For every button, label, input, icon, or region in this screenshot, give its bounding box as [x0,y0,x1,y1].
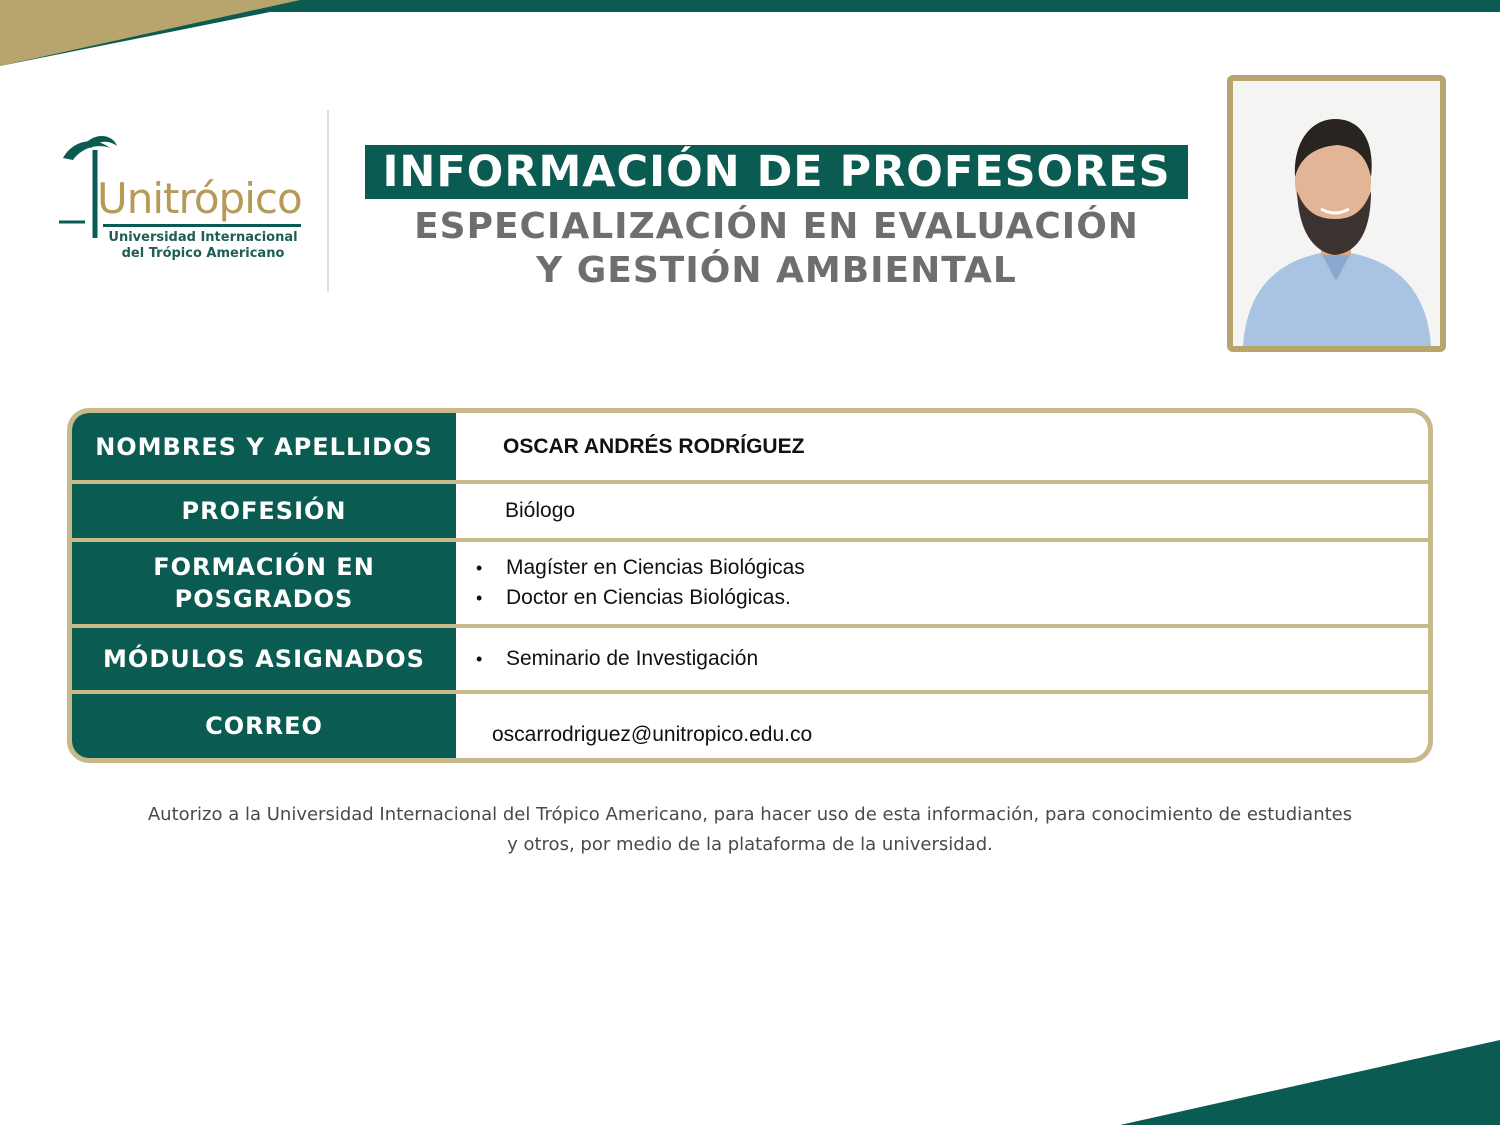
modules-list [456,628,1428,690]
email-label: CORREO [72,694,456,763]
bullet-icon: • [476,649,483,669]
postgrad-item: Doctor en Ciencias Biológicas. [506,586,791,609]
logo-subtitle-line1: Universidad Internacional [108,230,298,245]
footnote-line2: y otros, por medio de la plataforma de la universidad. [507,834,993,855]
postgrad-row [72,542,1428,624]
postgrad-label-line1: FORMACIÓN EN [153,553,375,581]
bottom-decoration [1100,1040,1500,1125]
email-value[interactable]: oscarrodriguez@unitropico.edu.co [492,723,813,746]
logo-subtitle-line2: del Trópico Americano [121,246,285,261]
university-logo [55,130,315,280]
person-icon [1233,81,1440,346]
profession-label: PROFESIÓN [72,484,456,538]
header-divider [327,110,329,292]
professor-info-table [67,408,1433,763]
list-item [456,553,1428,583]
modules-row [72,628,1428,690]
name-label: NOMBRES Y APELLIDOS [72,413,456,480]
program-title-line2: Y GESTIÓN AMBIENTAL [536,250,1017,291]
postgrad-label [72,542,456,624]
postgrad-label-line2: POSGRADOS [174,585,354,613]
professor-photo [1227,75,1446,352]
list-item [456,644,1428,674]
profession-row [72,484,1428,538]
module-item: Seminario de Investigación [506,647,759,670]
bullet-icon: • [476,588,483,608]
name-value: OSCAR ANDRÉS RODRÍGUEZ [503,434,805,458]
name-row [72,413,1428,480]
profession-value: Biólogo [505,499,576,522]
top-decoration [0,0,1500,70]
authorization-note [60,800,1440,860]
logo-underline [103,224,301,227]
footnote-line1: Autorizo a la Universidad Internacional del Trópico Americano, para hacer uso de esta información, para conocimiento de estudiantes [147,804,1353,825]
modules-label: MÓDULOS ASIGNADOS [72,628,456,690]
postgrad-list [456,542,1428,624]
postgrad-item: Magíster en Ciencias Biológicas [506,556,805,579]
email-row [72,694,1428,763]
logo-wordmark: Unitrópico [97,174,302,223]
page-title: INFORMACIÓN DE PROFESORES [365,145,1188,199]
program-title-line1: ESPECIALIZACIÓN EN EVALUACIÓN [414,206,1139,247]
bullet-icon: • [476,558,483,578]
list-item [456,583,1428,613]
